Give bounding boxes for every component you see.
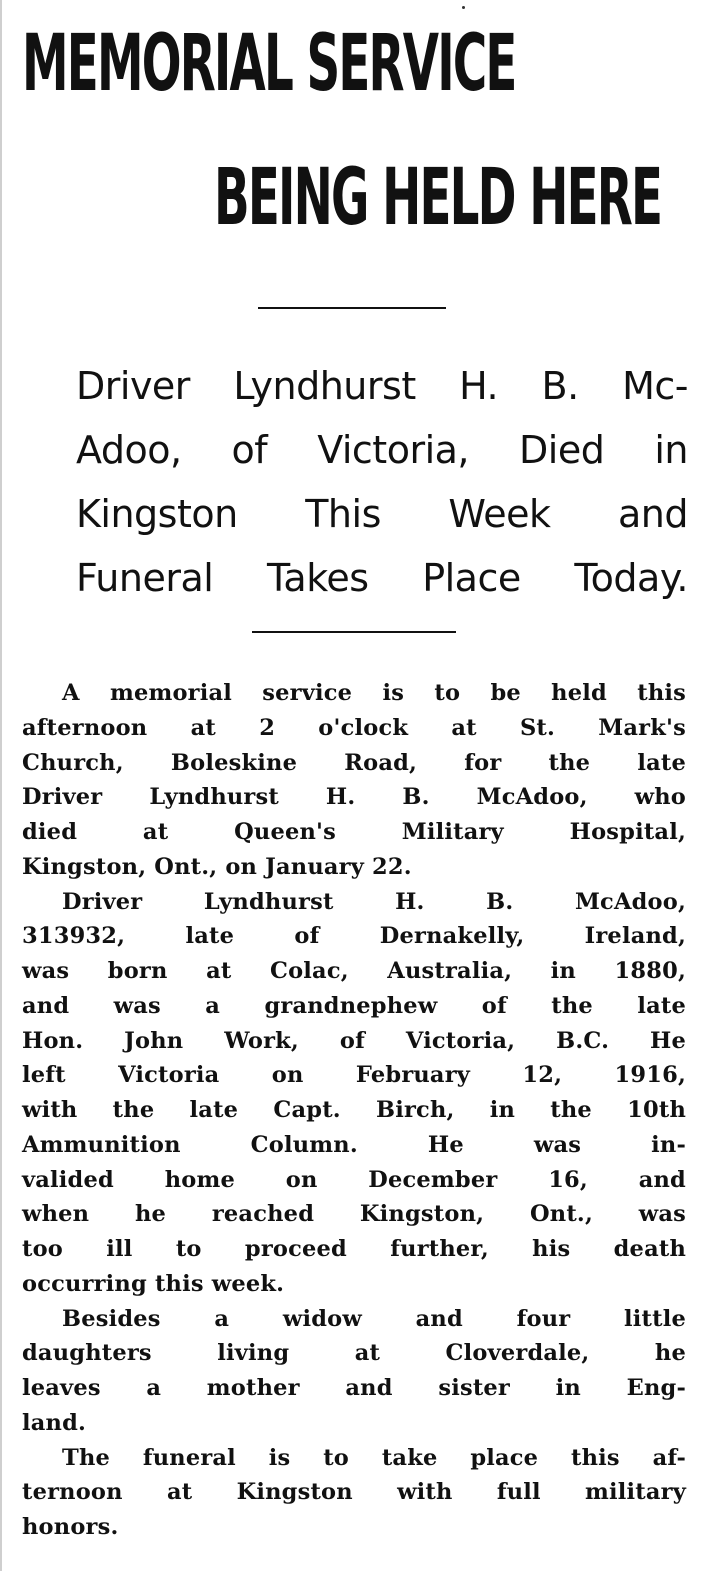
article-line: A memorial service is to be held this <box>62 680 686 706</box>
deck-line: Funeral Takes Place Today. <box>76 556 688 600</box>
headline-line-1: MEMORIAL SERVICE <box>22 19 516 109</box>
article-body <box>22 676 686 1545</box>
article-line: Kingston, Ont., on January 22. <box>22 853 412 880</box>
deck-line: Kingston This Week and <box>76 492 688 536</box>
article-line: ternoon at Kingston with full military <box>22 1479 686 1506</box>
article-line: 313932, late of Dernakelly, Ireland, <box>22 923 686 950</box>
article-line: and was a grandnephew of the late <box>22 992 686 1019</box>
subheadline-deck <box>76 354 688 610</box>
article-line: when he reached Kingston, Ont., was <box>22 1201 686 1228</box>
article-line: Hon. John Work, of Victoria, B.C. He <box>22 1027 686 1054</box>
article-line: Church, Boleskine Road, for the late <box>22 749 686 776</box>
deck-line: Driver Lyndhurst H. B. Mc- <box>76 364 688 408</box>
article-line: valided home on December 16, and <box>22 1166 686 1193</box>
article-line: was born at Colac, Australia, in 1880, <box>22 958 686 984</box>
article-line: honors. <box>22 1514 119 1540</box>
article-line: Driver Lyndhurst H. B. McAdoo, <box>62 888 686 915</box>
article-line: occurring this week. <box>22 1270 285 1297</box>
article-line: leaves a mother and sister in Eng- <box>22 1375 686 1401</box>
article-line: with the late Capt. Birch, in the 10th <box>22 1097 686 1123</box>
article-line: left Victoria on February 12, 1916, <box>22 1062 686 1089</box>
article-line: too ill to proceed further, his death <box>22 1236 686 1262</box>
article-line: The funeral is to take place this af- <box>62 1444 686 1471</box>
article-line: died at Queen's Military Hospital, <box>22 819 686 845</box>
article-line: Besides a widow and four little <box>62 1305 686 1332</box>
article-line: daughters living at Cloverdale, he <box>22 1340 686 1367</box>
headline-divider <box>258 307 446 309</box>
article-line: afternoon at 2 o'clock at St. Mark's <box>22 714 686 741</box>
deck-divider <box>252 631 456 633</box>
article-line: land. <box>22 1409 87 1436</box>
article-line: Ammunition Column. He was in- <box>22 1131 686 1158</box>
article-line: Driver Lyndhurst H. B. McAdoo, who <box>22 784 686 811</box>
deck-line: Adoo, of Victoria, Died in <box>76 428 688 472</box>
headline-line-2: BEING HELD HERE <box>214 153 662 243</box>
clipping-edge <box>0 0 2 1571</box>
